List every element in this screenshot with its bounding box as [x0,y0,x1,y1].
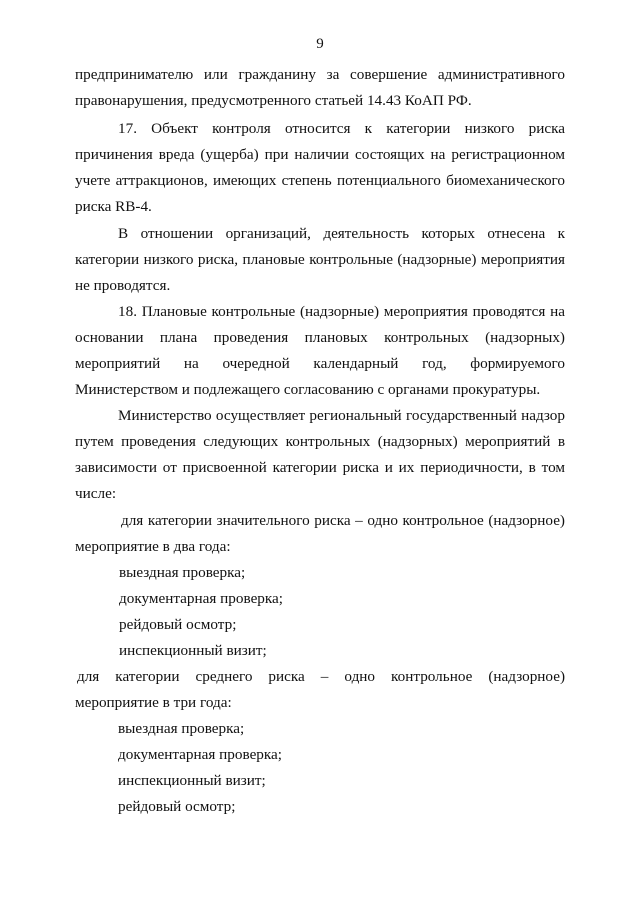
text-line: для категории значительного риска – одно контрольное (надзорное) [121,512,565,529]
text-line: для категории среднего риска – одно контрольное (надзорное) [77,668,565,685]
list-item: инспекционный визит; [119,642,267,659]
text-line: правонарушения, предусмотренного статьей 14.43 КоАП РФ. [75,92,472,109]
text-line: мероприятий на очередной календарный год, формируемого [75,355,565,372]
text-line: причинения вреда (ущерба) при наличии состоящих на регистрационном [75,146,565,163]
text-line: риска RB-4. [75,198,152,215]
list-item: выездная проверка; [119,564,246,581]
text-line: путем проведения следующих контрольных (надзорных) мероприятий в [75,433,565,450]
text-line: мероприятие в два года: [75,538,231,555]
text-line: Министерство осуществляет региональный государственный надзор [118,407,565,424]
text-line: В отношении организаций, деятельность которых отнесена к [118,225,565,242]
list-item: выездная проверка; [118,720,245,737]
text-line: зависимости от присвоенной категории риска и их периодичности, в том [75,459,565,476]
text-line: числе: [75,485,117,502]
text-line: Министерством и подлежащего согласованию с органами прокуратуры. [75,381,541,398]
page-number: 9 [316,36,324,52]
list-item: инспекционный визит; [118,772,266,789]
list-item: рейдовый осмотр; [118,798,236,815]
list-item: рейдовый осмотр; [119,616,237,633]
text-line: 17. Объект контроля относится к категории низкого риска [118,120,565,137]
text-line: 18. Плановые контрольные (надзорные) мероприятия проводятся на [118,303,565,320]
text-line: предпринимателю или гражданину за совершение административного [75,66,565,83]
list-item: документарная проверка; [119,590,284,607]
list-item: документарная проверка; [118,746,283,763]
text-line: мероприятие в три года: [75,694,232,711]
text-line: не проводятся. [75,277,171,294]
text-line: категории низкого риска, плановые контрольные (надзорные) мероприятия [75,251,565,268]
text-line: основании плана проведения плановых контрольных (надзорных) [75,329,565,346]
text-line: учете аттракционов, имеющих степень потенциального биомеханического [75,172,565,189]
